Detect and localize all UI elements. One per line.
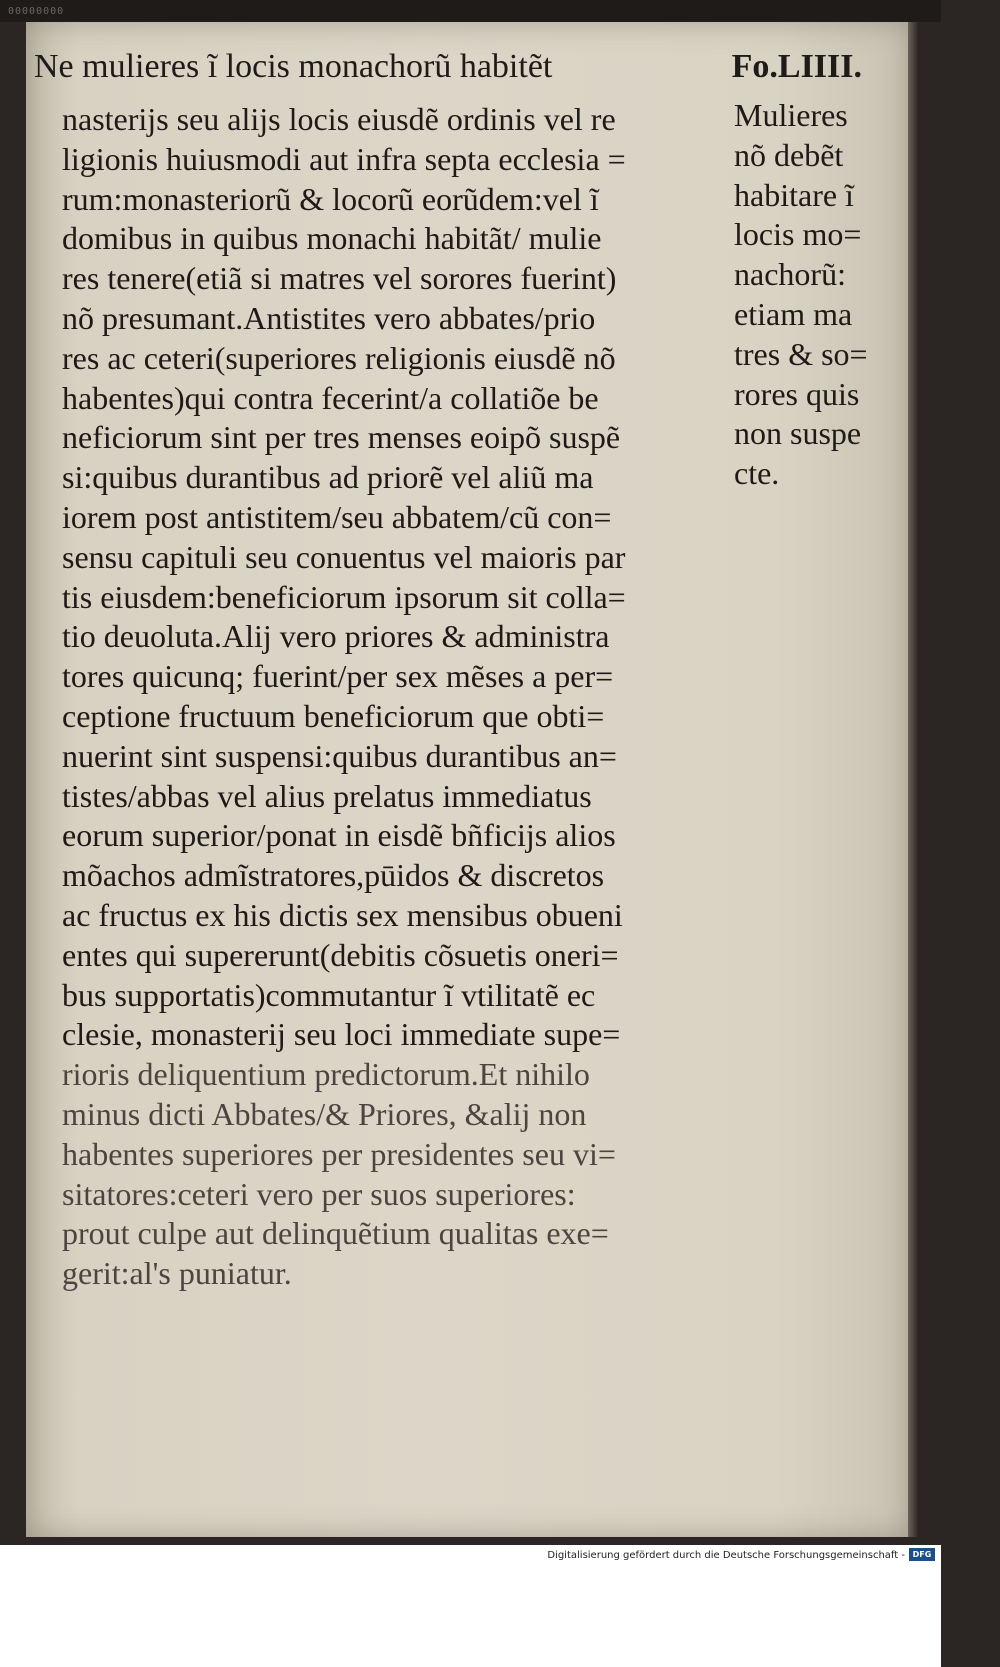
- marginal-note: [734, 96, 868, 494]
- text-line: res tenere(etiã si matres vel sorores fuerint): [62, 260, 617, 297]
- text-line: prout culpe aut delinquẽtium qualitas exe=: [62, 1215, 609, 1252]
- marginal-note-line: Mulieres: [734, 97, 848, 133]
- text-line: ac fructus ex his dictis sex mensibus obueni: [62, 896, 623, 933]
- marginal-note-line: non suspe: [734, 415, 862, 452]
- book-page: [26, 22, 911, 1537]
- dfg-logo-icon[interactable]: DFG: [909, 1548, 935, 1561]
- text-line: eorum superior/ponat in eisdẽ bñficijs alios: [62, 817, 616, 854]
- text-line: entes qui supererunt(debitis cõsuetis oneri=: [62, 936, 619, 973]
- page-edge: [908, 22, 918, 1537]
- text-line: iorem post antistitem/seu abbatem/cũ con=: [62, 498, 612, 535]
- text-line: tio deuoluta.Alij vero priores & administra: [62, 618, 610, 655]
- marginal-note-line: tres & so=: [734, 335, 868, 372]
- scan-id: 00000000: [8, 6, 65, 17]
- marginal-note-line: nõ debẽt: [734, 136, 844, 173]
- text-line: sensu capituli seu conuentus vel maioris par: [62, 538, 626, 575]
- text-line: bus supportatis)commutantur ĩ vtilitatẽ ec: [62, 976, 596, 1013]
- marginal-note-line: cte.: [734, 455, 780, 492]
- footer: [0, 1545, 941, 1667]
- text-line: minus dicti Abbates/& Priores, &alij non: [62, 1095, 587, 1132]
- text-line: tores quicunq; fuerint/per sex mẽses a per=: [62, 658, 614, 695]
- text-line: neficiorum sint per tres menses eoipõ suspẽ: [62, 419, 621, 456]
- text-line: res ac ceteri(superiores religionis eiusdẽ nõ: [62, 339, 616, 376]
- text-line: nuerint sint suspensi:quibus durantibus an=: [62, 737, 617, 774]
- text-line: tistes/abbas vel alius prelatus immediatus: [62, 777, 592, 814]
- viewer-top-strip: [0, 0, 941, 22]
- text-line: ceptione fructuum beneficiorum que obti=: [62, 697, 605, 734]
- text-line: mõachos admĩstratores,pūidos & discretos: [62, 857, 605, 894]
- running-head: [34, 48, 862, 88]
- text-line: ligionis huiusmodi aut infra septa ecclesia =: [62, 140, 626, 177]
- text-line: rum:monasteriorũ & locorũ eorũdem:vel ĩ: [62, 180, 599, 217]
- text-line: tis eiusdem:beneficiorum ipsorum sit colla=: [62, 578, 626, 615]
- marginal-note-line: rores quis: [734, 375, 860, 412]
- text-line: domibus in quibus monachi habitãt/ mulie: [62, 220, 602, 257]
- marginal-note-line: locis mo=: [734, 216, 862, 253]
- text-line: nõ presumant.Antistites vero abbates/prio: [62, 299, 596, 336]
- marginal-note-line: habitare ĩ: [734, 176, 854, 213]
- text-line: habentes superiores per presidentes seu vi=: [62, 1135, 616, 1172]
- main-text-block: [62, 100, 626, 1294]
- text-line: rioris deliquentium predictorum.Et nihilo: [62, 1056, 590, 1093]
- text-line: nasterijs seu alijs locis eiusdẽ ordinis vel re: [62, 101, 616, 137]
- text-line: clesie, monasterij seu loci immediate supe=: [62, 1016, 621, 1053]
- text-line: habentes)qui contra fecerint/a collatiõe be: [62, 379, 599, 416]
- marginal-note-line: nachorũ:: [734, 256, 846, 293]
- marginal-note-line: etiam ma: [734, 295, 853, 332]
- text-line: sitatores:ceteri vero per suos superiores:: [62, 1175, 576, 1212]
- text-line: gerit:al's puniatur.: [62, 1255, 292, 1292]
- funding-credit: Digitalisierung gefördert durch die Deutsche Forschungsgemeinschaft -: [547, 1550, 905, 1561]
- folio-number: Fo.LIIII.: [731, 48, 862, 85]
- text-line: si:quibus durantibus ad priorẽ vel aliũ ma: [62, 459, 594, 496]
- running-head-title: Ne mulieres ĩ locis monachorũ habitẽt: [34, 48, 553, 85]
